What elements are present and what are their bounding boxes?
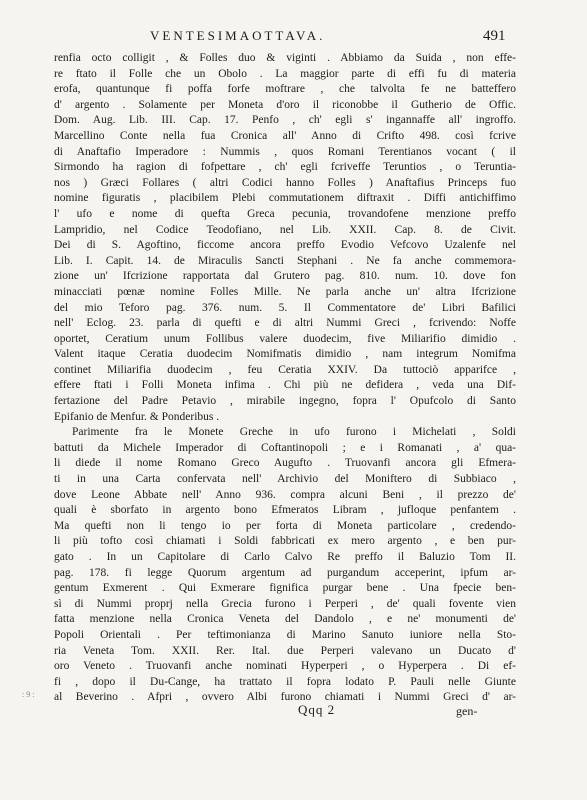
signature-mark: Qqq 2: [298, 702, 336, 717]
text-line: Valent itaque Ceratia duodecim Nomifmatis dimidio , nam integrum Nomifma: [54, 348, 516, 361]
text-line: Marcellino Conte nella fua Cronica all' Anno di Crifto 498. così fcrive: [54, 129, 516, 142]
text-line: fi , dopo il Du-Cange, ha trattato il fopra lodato P. Pauli nelle Giunte: [54, 675, 516, 688]
text-line: renfia octo colligit , & Folles duo & viginti . Abbiamo da Suida , non effe-: [54, 52, 516, 64]
text-line: Popoli Orientali . Per teftimonianza di Marino Sanuto iuniore nella Sto-: [54, 628, 516, 641]
catchword: gen-: [456, 704, 478, 718]
body-text: [54, 51, 516, 706]
text-line: ria Veneta Tom. XXII. Rer. Ital. due Perperi valevano un Ducato d': [54, 644, 516, 657]
text-line: Lampridio, nel Codice Teodofiano, nel Lib. XXII. Cap. 8. de Civit.: [54, 223, 516, 236]
text-line: battuti da Michele Imperador di Coftantinopoli ; e i Romanati , a' qua-: [54, 441, 516, 454]
text-line: quali è sborfato in argento bono Efmeratos Libram , jufloque penfantem .: [54, 504, 516, 517]
text-line: minacciati pœnæ nomine Folles Mille. Ne parla anche un' altra Ifcrizione: [54, 285, 516, 298]
text-line: gato . In un Capitolare di Carlo Calvo Re preffo il Baluzio Tom II.: [54, 551, 516, 563]
running-head: VENTESIMAOTTAVA.: [150, 28, 326, 43]
text-line: nos ) Græci Follares ( altri Codici hanno Folles ) Anaftafius Princeps fuo: [54, 176, 516, 189]
text-line: effere ftati i Folli Moneta infima . Chi più ne defidera , veda una Dif-: [54, 379, 516, 392]
margin-note: : 9 :: [22, 690, 35, 699]
text-line: oro Veneto . Truovanfi anche nominati Hyperperi , o Hyperpera . Di ef-: [54, 660, 516, 673]
text-line: li diede il nome Romano Greco Augufto . Truovanfi ancora gli Efmera-: [54, 457, 516, 470]
text-line: fatta menzione nella Cronica Veneta del Dandolo , e ne' monumenti de': [54, 613, 516, 626]
text-line: nomine figuratis , placibilem Plebi commutationem diftraxit . Diffi antichiffimo: [54, 192, 516, 205]
text-line: Lib. I. Capit. 14. de Miraculis Sancti Stephani . Ne fa anche commemora-: [54, 254, 516, 267]
paragraph-start-line: Parimente fra le Monete Greche in ufo furono i Michelati , Soldi: [72, 426, 516, 439]
text-line: ti in una Carta confervata nell' Archivio del Moniftero di Subbiaco ,: [54, 473, 516, 486]
text-line: re ftato il Folle che un Obolo . La maggior parte di effi fu di materia: [54, 67, 516, 80]
text-line: erofa, quantunque fi poffa forfe moftrare , che talvolta fe ne batteffero: [54, 83, 516, 96]
text-line: al Beverino . Afpri , ovvero Albi furono chiamati i Nummi Greci d' ar-: [54, 691, 516, 704]
text-line: zione un' Ifcrizione rapportata dal Grutero pag. 810. num. 10. dove fon: [54, 270, 516, 283]
text-line: pag. 178. fi legge Quorum argentum ad purgandum acceperint, ipfum ar-: [54, 566, 516, 579]
text-line: oportet, Ceratium unum Follibus valere duodecim, five Miliarifio dimidio .: [54, 332, 516, 345]
text-line: Dei di S. Agoftino, ficcome ancora preffo Evodio Vefcovo Uzalenfe nel: [54, 239, 516, 252]
text-line: l' ufo e nome di quefta Greca pecunia, trovandofene menzione preffo: [54, 207, 516, 220]
text-line: di Anaftafio Imperadore : Nummis , quos Romani Terentianos vocant ( il: [54, 145, 516, 158]
text-line: Dom. Aug. Lib. III. Cap. 17. Penfo , ch' egli s' ingannaffe all' ingroffo.: [54, 114, 516, 127]
text-line: del mio Teforo pag. 376. num. 5. Il Commentatore de' Libri Bafilici: [54, 301, 516, 314]
text-line: Ma quefti non li tengo io per forta di Moneta particolare , credendo-: [54, 519, 516, 532]
page-number: 491: [483, 28, 506, 44]
text-line: sì di Nummi proprj nella Grecia furono i Perperi , de' quali fovente vien: [54, 597, 516, 610]
text-line: Epifanio de Menfur. & Ponderibus .: [54, 410, 220, 423]
text-line: fertazione del Padre Petavio , mirabile ingegno, fopra l' Opufcolo di Santo: [54, 395, 516, 408]
text-line: d' argento . Solamente per Moneta d'oro il riconobbe il Gutherio de Offic.: [54, 98, 516, 111]
text-line: continet Miliarifia duodecim , feu Ceratia XXIV. Da tuttociò apparifce ,: [54, 363, 516, 376]
text-line: Sirmondo ha ragion di fofpettare , ch' egli fcriveffe Teruntios , o Teruntia-: [54, 161, 516, 174]
text-line: dove Leone Abbate nell' Anno 936. compra alcuni Beni , il prezzo de': [54, 488, 516, 501]
text-line: li più tofto così chiamati i Soldi fabbricati ex mero argento , e ben pur-: [54, 535, 516, 548]
text-line: gentum Exmerent . Qui Exmerare fignifica purgar bene . Una fpecie ben-: [54, 582, 516, 595]
text-line: nell' Eclog. 23. parla di quefti e di altri Nummi Greci , fcrivendo: Noffe: [54, 317, 516, 330]
